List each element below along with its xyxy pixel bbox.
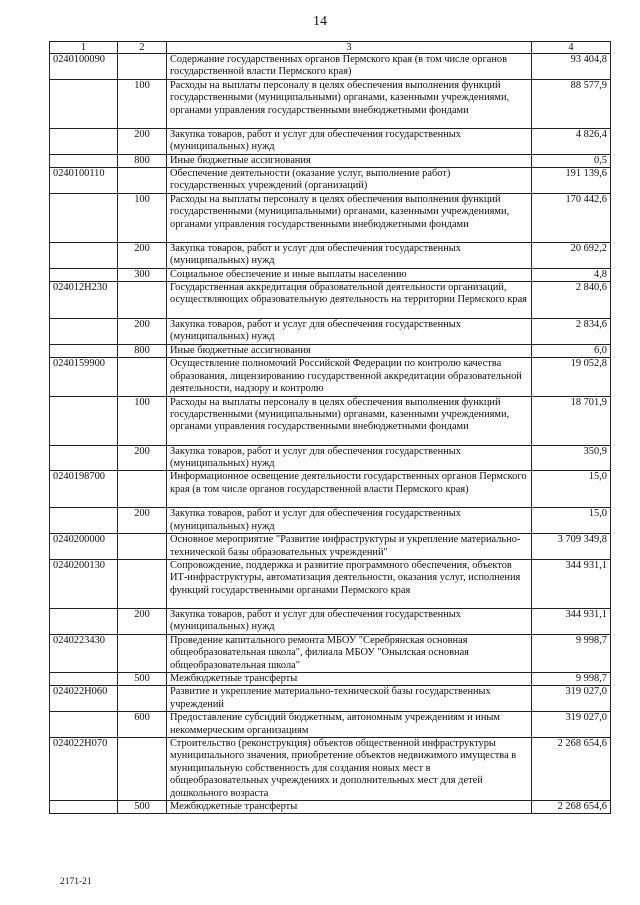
cell-name: Закупка товаров, работ и услуг для обеспечения государственных (муниципальных) нужд [167, 608, 532, 634]
cell-name: Развитие и укрепление материально-технической базы государственных учреждений [167, 686, 532, 712]
cell-target-code: 024012Н230 [50, 282, 118, 319]
cell-target-code [50, 154, 118, 167]
cell-expense-type: 500 [118, 801, 167, 814]
table-row [50, 128, 611, 154]
cell-amount: 191 139,6 [532, 168, 611, 194]
cell-expense-type: 200 [118, 128, 167, 154]
column-number-row [50, 42, 611, 54]
table-row [50, 801, 611, 814]
table-row [50, 534, 611, 560]
cell-amount: 4,8 [532, 268, 611, 281]
table-row [50, 358, 611, 396]
cell-name: Обеспечение деятельности (оказание услуг, выполнение работ) государственных учреждений (организаций) [167, 168, 532, 194]
table-row [50, 168, 611, 194]
table-row [50, 193, 611, 242]
cell-name: Расходы на выплаты персоналу в целях обеспечения выполнения функций государственными (муниципальными) органами, казенными учреждениями, органами управления государственными внебюджетными фондами [167, 193, 532, 242]
cell-expense-type [118, 738, 167, 801]
cell-name: Социальное обеспечение и иные выплаты населению [167, 268, 532, 281]
cell-name: Закупка товаров, работ и услуг для обеспечения государственных (муниципальных) нужд [167, 508, 532, 534]
table-row [50, 154, 611, 167]
cell-expense-type: 100 [118, 193, 167, 242]
table-row [50, 268, 611, 281]
cell-name: Межбюджетные трансферты [167, 672, 532, 685]
table-row [50, 396, 611, 445]
cell-name: Межбюджетные трансферты [167, 801, 532, 814]
cell-target-code [50, 128, 118, 154]
table-row [50, 471, 611, 508]
cell-target-code: 0240100090 [50, 54, 118, 80]
cell-name: Расходы на выплаты персоналу в целях обеспечения выполнения функций государственными (муниципальными) органами, казенными учреждениями, органами управления государственными внебюджетными фондами [167, 396, 532, 445]
cell-target-code: 0240159900 [50, 358, 118, 396]
cell-target-code: 0240200000 [50, 534, 118, 560]
cell-target-code: 0240198700 [50, 471, 118, 508]
table-body [50, 54, 611, 814]
cell-name: Закупка товаров, работ и услуг для обеспечения государственных (муниципальных) нужд [167, 128, 532, 154]
cell-target-code [50, 79, 118, 128]
cell-name: Иные бюджетные ассигнования [167, 344, 532, 357]
cell-name: Государственная аккредитация образовательной деятельности организаций, осуществляющих образовательную деятельность на территории Пермского края [167, 282, 532, 319]
cell-amount: 2 840,6 [532, 282, 611, 319]
column-header-name: 3 [167, 42, 532, 54]
cell-target-code [50, 319, 118, 345]
cell-target-code: 024022Н070 [50, 738, 118, 801]
budget-table [49, 41, 611, 814]
cell-expense-type: 800 [118, 154, 167, 167]
cell-amount: 19 052,8 [532, 358, 611, 396]
table-row [50, 686, 611, 712]
table-row [50, 344, 611, 357]
cell-expense-type: 200 [118, 319, 167, 345]
table-row [50, 242, 611, 268]
page-number: 14 [313, 14, 327, 29]
cell-amount: 88 577,9 [532, 79, 611, 128]
cell-expense-type [118, 358, 167, 396]
cell-target-code: 0240223430 [50, 634, 118, 672]
cell-amount: 4 826,4 [532, 128, 611, 154]
cell-amount: 319 027,0 [532, 686, 611, 712]
cell-expense-type: 800 [118, 344, 167, 357]
cell-amount: 2 268 654,6 [532, 801, 611, 814]
column-header-code: 1 [50, 42, 118, 54]
cell-target-code [50, 268, 118, 281]
cell-name: Закупка товаров, работ и услуг для обеспечения государственных (муниципальных) нужд [167, 445, 532, 471]
cell-name: Сопровождение, поддержка и развитие программного обеспечения, объектов ИТ-инфраструктуры, автоматизация деятельности, оказания услуг, исполнения функций государственными органами Пермского края [167, 559, 532, 608]
table-row [50, 54, 611, 80]
cell-name: Информационное освещение деятельности государственных органов Пермского края (в том числе органов государственной власти Пермского края) [167, 471, 532, 508]
cell-amount: 3 709 349,8 [532, 534, 611, 560]
table-row [50, 634, 611, 672]
cell-amount: 170 442,6 [532, 193, 611, 242]
cell-expense-type [118, 534, 167, 560]
cell-target-code [50, 396, 118, 445]
cell-name: Осуществление полномочий Российской Федерации по контролю качества образования, лицензированию государственной аккредитации образовательной деятельности, надзору и контролю [167, 358, 532, 396]
cell-expense-type [118, 559, 167, 608]
column-header-amount: 4 [532, 42, 611, 54]
footer-code: 2171-21 [60, 877, 92, 887]
cell-expense-type: 100 [118, 79, 167, 128]
cell-target-code [50, 712, 118, 738]
table-row [50, 608, 611, 634]
table-row [50, 445, 611, 471]
cell-amount: 93 404,8 [532, 54, 611, 80]
cell-amount: 350,9 [532, 445, 611, 471]
cell-name: Основное мероприятие "Развитие инфраструктуры и укрепление материально-технической базы образовательных учреждений" [167, 534, 532, 560]
cell-name: Закупка товаров, работ и услуг для обеспечения государственных (муниципальных) нужд [167, 319, 532, 345]
cell-amount: 9 998,7 [532, 672, 611, 685]
cell-target-code [50, 608, 118, 634]
table-row [50, 672, 611, 685]
cell-name: Содержание государственных органов Пермского края (в том числе органов государственной власти Пермского края) [167, 54, 532, 80]
cell-expense-type [118, 168, 167, 194]
cell-target-code [50, 242, 118, 268]
cell-amount: 344 931,1 [532, 608, 611, 634]
cell-target-code: 0240100110 [50, 168, 118, 194]
cell-target-code [50, 801, 118, 814]
cell-expense-type [118, 282, 167, 319]
cell-name: Строительство (реконструкция) объектов общественной инфраструктуры муниципального значения, приобретение объектов недвижимого имущества в муниципальную собственность для создания новых мест в общеобразовательных учреждениях и дополнительных мест для детей дошкольного возраста [167, 738, 532, 801]
cell-target-code: 024022Н060 [50, 686, 118, 712]
cell-name: Расходы на выплаты персоналу в целях обеспечения выполнения функций государственными (муниципальными) органами, казенными учреждениями, органами управления государственными внебюджетными фондами [167, 79, 532, 128]
cell-amount: 2 268 654,6 [532, 738, 611, 801]
cell-expense-type: 200 [118, 445, 167, 471]
cell-name: Проведение капитального ремонта МБОУ "Серебрянская основная общеобразовательная школа", филиала МБОУ "Онылская основная общеобразовательная школа" [167, 634, 532, 672]
table-row [50, 79, 611, 128]
cell-expense-type: 100 [118, 396, 167, 445]
cell-expense-type [118, 54, 167, 80]
table-row [50, 712, 611, 738]
cell-expense-type: 300 [118, 268, 167, 281]
cell-expense-type: 200 [118, 242, 167, 268]
table-row [50, 282, 611, 319]
cell-amount: 6,0 [532, 344, 611, 357]
cell-expense-type: 200 [118, 508, 167, 534]
cell-target-code [50, 672, 118, 685]
cell-amount: 15,0 [532, 471, 611, 508]
column-header-expense-type: 2 [118, 42, 167, 54]
cell-expense-type: 200 [118, 608, 167, 634]
table-row [50, 738, 611, 801]
cell-amount: 15,0 [532, 508, 611, 534]
cell-target-code: 0240200130 [50, 559, 118, 608]
cell-expense-type [118, 634, 167, 672]
table-row [50, 508, 611, 534]
cell-amount: 20 692,2 [532, 242, 611, 268]
table-row [50, 319, 611, 345]
cell-expense-type [118, 686, 167, 712]
table-row [50, 559, 611, 608]
cell-amount: 319 027,0 [532, 712, 611, 738]
cell-amount: 2 834,6 [532, 319, 611, 345]
cell-name: Предоставление субсидий бюджетным, автономным учреждениям и иным некоммерческим организациям [167, 712, 532, 738]
cell-expense-type: 500 [118, 672, 167, 685]
cell-name: Иные бюджетные ассигнования [167, 154, 532, 167]
cell-expense-type [118, 471, 167, 508]
cell-target-code [50, 445, 118, 471]
cell-amount: 0,5 [532, 154, 611, 167]
cell-amount: 9 998,7 [532, 634, 611, 672]
cell-expense-type: 600 [118, 712, 167, 738]
cell-amount: 344 931,1 [532, 559, 611, 608]
cell-amount: 18 701,9 [532, 396, 611, 445]
cell-target-code [50, 193, 118, 242]
cell-target-code [50, 508, 118, 534]
cell-target-code [50, 344, 118, 357]
cell-name: Закупка товаров, работ и услуг для обеспечения государственных (муниципальных) нужд [167, 242, 532, 268]
